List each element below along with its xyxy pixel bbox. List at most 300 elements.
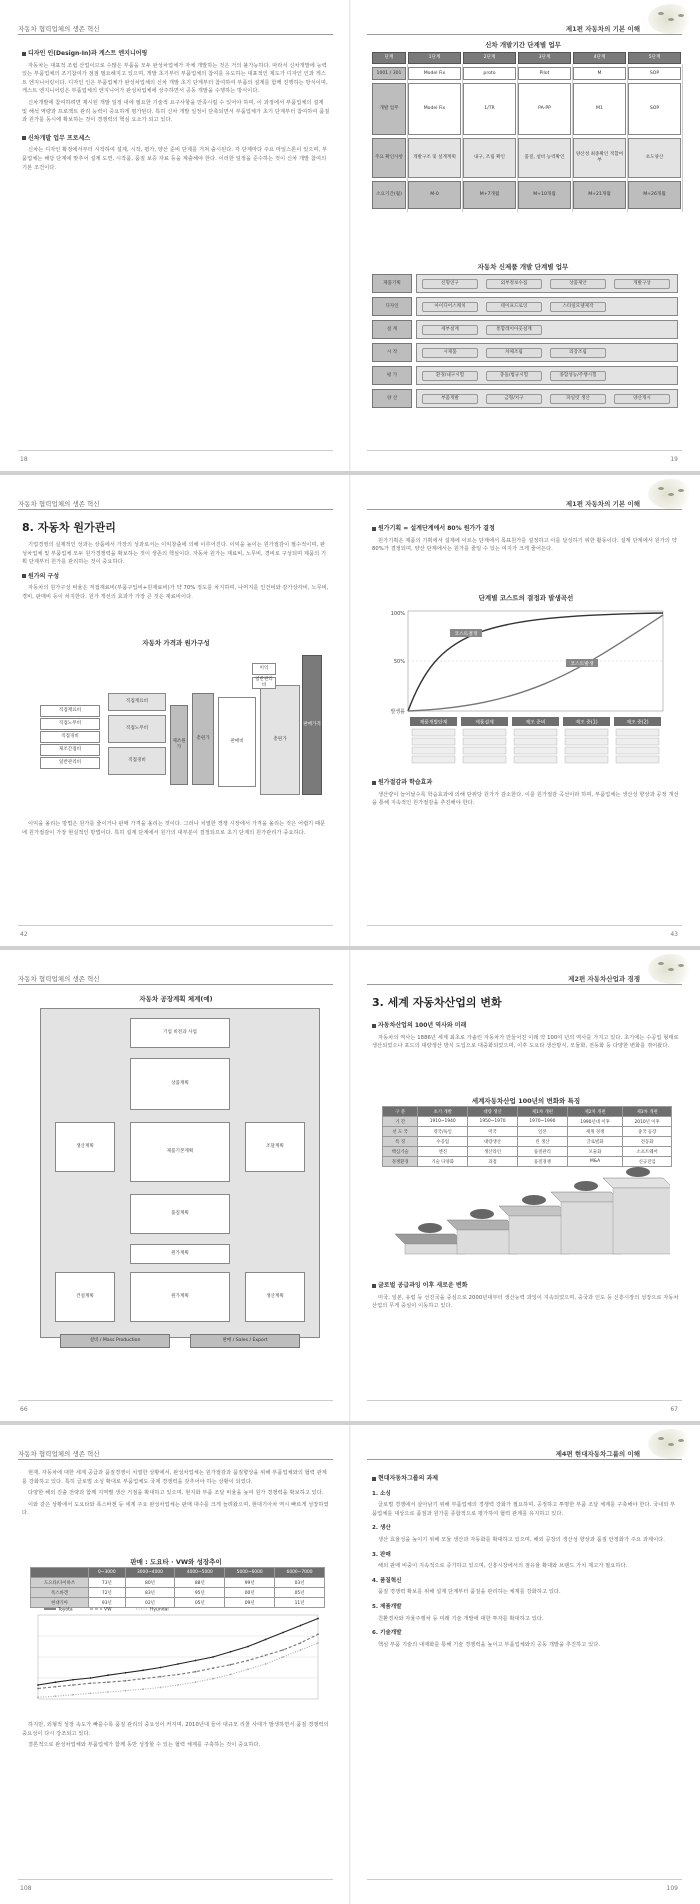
data-point (160, 1667, 162, 1669)
data-point (317, 1618, 319, 1620)
list-item-title: 2. 생산 (372, 1525, 391, 1532)
paragraph: 하지만, 외형적 성장 속도가 빠를수록 품질 관리의 중요성이 커지며, 2010년대 들어 대규모 리콜 사태가 발생하면서 품질 경쟁력의 중요성이 다시 강조되고 있다. (22, 1722, 329, 1737)
plan-node: 원가계획 (130, 1272, 230, 1322)
stage-cell: 내구, 조립 확인 (463, 138, 516, 178)
data-point (282, 1656, 284, 1658)
paragraph: 이와 같은 상황에서 도요타와 폭스바겐 등 세계 주요 완성차업체는 판매 대수를 크게 늘려왔으며, 현대기아차 역시 빠르게 성장하였다. (22, 1501, 329, 1517)
table-cell: 세계 경쟁 (567, 1127, 622, 1137)
step-top (603, 1178, 670, 1188)
process-step: 상품제안 (550, 279, 606, 289)
paragraph: 신차는 디자인 확정에서부터 시작하여 설계, 시작, 평가, 양산 준비 단계를 거쳐 출시된다. 각 단계마다 주요 마일스톤이 있으며, 부품업체는 해당 단계에 맞추어 설계 도면, 시작품, 품질 보증 자료 등을 제출해야 한다. 이러한 일정을 준수하는 것이 신차 개발 참여의 기본 조건이다. (22, 147, 328, 171)
process-row-label: 설 계 (372, 320, 412, 339)
table-cell: 엔진 (418, 1147, 468, 1157)
y-tick-label: 100% (390, 611, 405, 617)
figure-title: 자동차 가격과 원가구성 (142, 639, 210, 647)
process-row-label: 평 가 (372, 366, 412, 385)
stage-cell: 개발구조 및 설계계획 (408, 138, 461, 178)
data-point (212, 1656, 214, 1658)
data-point (300, 1642, 302, 1644)
left-header: 자동차 협력업체의 생존 혁신 (18, 1450, 100, 1458)
data-point (107, 1674, 109, 1676)
data-point (72, 1694, 74, 1696)
table-header: 5000~6000 (225, 1568, 275, 1578)
table-cell: 품질경쟁 (517, 1157, 567, 1167)
process-step: 환경/내구시험 (422, 371, 478, 381)
process-row-label: 시 작 (372, 343, 412, 362)
data-point (160, 1687, 162, 1689)
plan-node: 조달계획 (245, 1122, 305, 1172)
stage-cell: PA-PP (518, 83, 571, 135)
data-point (230, 1664, 232, 1666)
stage-divider (682, 64, 683, 212)
list-item-title: 4. 품질혁신 (372, 1577, 402, 1584)
table-row (383, 1137, 672, 1147)
phase-label: 제조 중(1) (575, 720, 598, 726)
section-heading: 현대자동차그룹의 과제 (378, 1475, 439, 1482)
stage-header: 5단계 (628, 52, 681, 64)
phase-item (616, 729, 659, 736)
step-body (405, 1244, 465, 1254)
table-cell: 미국 (468, 1127, 518, 1137)
step-body (509, 1216, 569, 1254)
figure-title: 단계별 코스트의 결정과 발생곡선 (478, 594, 574, 602)
car-icon (418, 1223, 442, 1233)
plan-output: 설비 / Mass Production (60, 1334, 170, 1348)
car-icon (522, 1195, 546, 1205)
cost-block: 총원가 (192, 693, 214, 785)
phase-item (616, 738, 659, 745)
stage-cell: 품질, 설비 능력확인 (518, 138, 571, 178)
stage-cell: M+7개월 (463, 181, 516, 209)
right-header: 제1편 자동차의 기본 이해 (565, 500, 640, 508)
data-point (37, 1684, 39, 1686)
phase-label: 제품설계 (475, 720, 494, 726)
plan-node: 상품계획 (130, 1058, 230, 1110)
table-cell: 소프트웨어 (623, 1147, 672, 1157)
right-header: 제1편 자동차의 기본 이해 (565, 25, 640, 33)
cost-item: 직접경비 (40, 731, 100, 743)
legend-label: Hyundai (150, 1607, 169, 1613)
process-step: 테이프드로잉 (486, 302, 542, 312)
table-row (383, 1147, 672, 1157)
list-item-text: 품질 경쟁력 확보를 위해 설계 단계부터 품질을 관리하는 체계를 강화하고 있다. (378, 1589, 561, 1596)
cost-block: 제조원가 (170, 705, 188, 785)
phase-item (412, 729, 455, 736)
process-row-label: 디자인 (372, 297, 412, 316)
table-header: 초기 개발 (418, 1107, 468, 1117)
table-cell: 린 생산 (517, 1137, 567, 1147)
stage-cell: 초도양산 (628, 138, 681, 178)
page-number: 109 (666, 1885, 678, 1892)
phase-item (514, 747, 557, 754)
table-cell: 03년 (275, 1578, 325, 1588)
phase-item (514, 756, 557, 763)
sales-milestone-table (30, 1567, 325, 1608)
stage-cell: proto (463, 67, 516, 80)
data-point (125, 1672, 127, 1674)
table-header (31, 1568, 89, 1578)
y-tick-label: 발생률 (390, 709, 405, 715)
plan-node: 제품기본계획 (130, 1122, 230, 1182)
table-cell: 73년 (89, 1578, 125, 1588)
data-point (282, 1632, 284, 1634)
data-point (37, 1688, 39, 1690)
table-cell: 생산라인 (468, 1147, 518, 1157)
table-cell: 95년 (175, 1588, 225, 1598)
table-title: 세계자동차산업 100년의 변화와 특징 (471, 1097, 581, 1105)
table-row (31, 1588, 325, 1598)
table-cell: 80년 (125, 1578, 175, 1588)
data-point (55, 1695, 57, 1697)
bullet-icon (22, 574, 26, 578)
left-header: 자동차 협력업체의 생존 혁신 (18, 25, 100, 33)
process-step: 외부정보수집 (486, 279, 542, 289)
stage-cell: M+10개월 (518, 181, 571, 209)
bullet-icon (22, 52, 26, 56)
table-cell: 99년 (225, 1578, 275, 1588)
table-cell: M&A (567, 1157, 622, 1167)
data-point (55, 1686, 57, 1688)
data-point (282, 1649, 284, 1651)
data-point (247, 1660, 249, 1662)
cost-item: 직접재료비 (40, 705, 100, 717)
figure-title: 신차 개발기간 단계별 업무 (485, 41, 561, 49)
page-number: 19 (670, 456, 678, 463)
phase-label: 제조 준비 (525, 720, 546, 726)
spread-2 (0, 475, 700, 950)
stage-header: 3단계 (518, 52, 571, 64)
table-cell: 과점 (468, 1157, 518, 1167)
bullet-icon (372, 1024, 376, 1028)
phase-item (565, 747, 608, 754)
sales-growth-chart (30, 1603, 325, 1713)
process-step: 금형/치구 (486, 394, 542, 404)
stage-divider (517, 64, 518, 212)
table-cell: 09년 (225, 1598, 275, 1608)
data-point (177, 1674, 179, 1676)
plan-output: 판매 / Sales / Export (190, 1334, 300, 1348)
section-heading: 자동차산업의 100년 역사와 미래 (378, 1022, 467, 1029)
process-step: 부품개발 (422, 394, 478, 404)
list-item-title: 6. 기술개발 (372, 1630, 402, 1637)
spread-1 (0, 0, 700, 475)
phase-item (565, 729, 608, 736)
table-header: 0~3000 (89, 1568, 125, 1578)
table-cell: 88년 (175, 1578, 225, 1588)
data-point (247, 1646, 249, 1648)
bullet-icon (372, 1284, 376, 1288)
data-point (195, 1681, 197, 1683)
bullet-icon (372, 781, 376, 785)
table-cell: 일본 (517, 1127, 567, 1137)
phase-item (616, 756, 659, 763)
table-cell: 중국 등장 (623, 1127, 672, 1137)
table-cell: 신규진입 (623, 1157, 672, 1167)
data-point (317, 1642, 319, 1644)
data-point (177, 1663, 179, 1665)
plan-node: 생산계획 (55, 1122, 115, 1172)
paragraph: 자동차의 역사는 1886년 세계 최초로 가솔린 자동차가 만들어진 이래 약 100여 년의 역사를 가지고 있다. 초기에는 수공업 형태로 생산되었으나 포드의 대량생산 방식 도입으로 대중화되었으며, 이후 도요타 생산방식, 모듈화, 전동화 등 다양한 변화를 겪어왔다. (372, 1034, 679, 1050)
table-header: 3000~4000 (125, 1568, 175, 1578)
table-cell: 경쟁환경 (383, 1157, 418, 1167)
phase-item (463, 747, 506, 754)
table-cell: 2010년 이후 (623, 1117, 672, 1127)
data-point (107, 1691, 109, 1693)
table-cell: 대량생산 (468, 1137, 518, 1147)
data-point (142, 1678, 144, 1680)
data-point (37, 1696, 39, 1698)
table-row (383, 1117, 672, 1127)
table-header: 구 분 (383, 1107, 418, 1117)
evolution-staircase-diagram (385, 1164, 670, 1264)
plan-node: 생산계획 (245, 1272, 305, 1322)
process-row-label: 제품기획 (372, 274, 412, 293)
table-header: 제1차 개편 (517, 1107, 567, 1117)
legend-label: VW (104, 1607, 112, 1613)
spread-4 (0, 1425, 700, 1904)
phase-item (463, 756, 506, 763)
gutter (349, 0, 351, 471)
process-step: 개발구상 (614, 279, 670, 289)
cost-block: 이익 (252, 663, 276, 675)
plan-node: 원가계획 (130, 1244, 230, 1264)
list-item-text: 친환경차와 자율주행차 등 미래 기술 개발에 대한 투자를 확대하고 있다. (378, 1615, 544, 1622)
table-cell: 05년 (275, 1588, 325, 1598)
paragraph: 원가기획은 제품의 기획에서 설계에 이르는 단계에서 목표원가를 설정하고 이를 달성하기 위한 활동이다. 설계 단계에서 원가의 약 80%가 결정되며, 양산 단계에서는 원가를 줄일 수 있는 여지가 크게 줄어든다. (372, 537, 677, 553)
step-top (447, 1220, 517, 1230)
table-row (31, 1578, 325, 1588)
step-body (561, 1202, 621, 1254)
process-step: 양산개시 (614, 394, 670, 404)
table-header: 제2차 개편 (567, 1107, 622, 1117)
table-row (383, 1127, 672, 1137)
plan-node: 기업 비전과 사업 (130, 1018, 230, 1048)
paragraph: 생산량이 늘어날수록 학습효과에 의해 단위당 원가가 감소한다. 이를 원가절감 곡선이라 하며, 부품업체는 생산성 향상과 공정 개선을 통해 지속적인 원가절감을 추진해야 한다. (372, 791, 679, 807)
plan-node: 건설계획 (55, 1272, 115, 1322)
left-header: 자동차 협력업체의 생존 혁신 (18, 975, 100, 983)
data-point (300, 1625, 302, 1627)
section-heading: 글로벌 공급과잉 이후 새로운 변화 (378, 1282, 468, 1289)
stage-cell: Model Fix (408, 83, 461, 135)
paragraph: 결론적으로 완성차업체와 부품업체가 함께 동반 성장할 수 있는 협력 체계를 구축하는 것이 중요하다. (28, 1742, 261, 1749)
history-table (382, 1106, 672, 1167)
process-step: 시제품 (422, 348, 478, 358)
cost-item: 제조간접비 (40, 744, 100, 756)
cost-block: 직접노무비 (108, 715, 166, 743)
phase-item (565, 756, 608, 763)
list-item-text: 해외 판매 비중이 지속적으로 증가하고 있으며, 신흥시장에서의 점유율 확대와 브랜드 가치 제고가 필요하다. (378, 1563, 628, 1570)
table-header: 6000~7000 (275, 1568, 325, 1578)
table-cell: 05년 (175, 1598, 225, 1608)
data-point (125, 1680, 127, 1682)
stage-divider (462, 64, 463, 212)
stage-cell: Pilot (518, 67, 571, 80)
table-cell: 1990년대 이후 (567, 1117, 622, 1127)
stage-cell: M-0 (408, 181, 461, 209)
section-heading: 원가기획 = 설계단계에서 80% 원가가 결정 (378, 525, 495, 532)
process-step: 파일럿 생산 (550, 394, 606, 404)
bullet-icon (372, 1477, 376, 1481)
stage-row-label: 소요기간(월) (372, 181, 406, 209)
cost-curve-chart (380, 603, 675, 765)
data-point (265, 1654, 267, 1656)
list-item-title: 1. 소싱 (372, 1490, 391, 1497)
process-step: 차체조립 (486, 348, 542, 358)
table-cell: 전동화 (623, 1137, 672, 1147)
data-point (300, 1649, 302, 1651)
paragraph: 이익을 올리는 방법은 원가를 줄이거나 판매 가격을 올리는 것이다. 그러나 치열한 경쟁 시장에서 가격을 올리는 것은 어렵기 때문에 원가절감이 가장 현실적인 방법이다. 특히 설계 단계에서 원가의 대부분이 결정되므로 초기 단계의 원가관리가 중요하다. (22, 821, 326, 836)
table-cell: 핵심기술 (383, 1147, 418, 1157)
page-number: 66 (20, 1406, 28, 1413)
table-cell: 83년 (125, 1588, 175, 1598)
phase-item (565, 738, 608, 745)
page-number: 42 (20, 931, 28, 938)
decorative-ornament-icon (648, 479, 694, 509)
curve-label: 코스트발생 (570, 662, 594, 667)
stage-header: 1단계 (408, 52, 461, 64)
table-cell: 기술 다양화 (418, 1157, 468, 1167)
table-cell: 영국/독일 (418, 1127, 468, 1137)
step-top (551, 1192, 621, 1202)
stage-cell: SOP (628, 83, 681, 135)
process-step: 충돌/법규시험 (486, 371, 542, 381)
paragraph: 기업경영의 실제적인 성과는 상품에서 가장의 성과로서는 이익창출에 의해 이루어진다. 이익을 높이는 원가절감이 필수적이며, 완성차업체 및 부품업체 모두 원가경쟁력을 확보하는 것이 생존의 핵심이다. 자동차 원가는 재료비, 노무비, 경비로 구성되며 제품의 기획 단계부터 원가를 관리하는 것이 중요하다. (22, 542, 327, 566)
process-step: 신형연구 (422, 279, 478, 289)
decorative-ornament-icon (648, 1429, 694, 1459)
stage-header: 4단계 (573, 52, 626, 64)
step-top (499, 1206, 569, 1216)
phase-item (412, 756, 455, 763)
stage-cell: 1/TR (463, 83, 516, 135)
figure-title: 자동차 신제품 개발 단계별 업무 (477, 263, 569, 271)
process-step: 스타일모델제작 (550, 302, 606, 312)
right-header: 제4편 현대자동차그룹의 이해 (555, 1450, 640, 1458)
phase-item (412, 738, 455, 745)
table-cell: 00년 (225, 1588, 275, 1598)
table-cell: 93년 (89, 1598, 125, 1608)
data-point (230, 1674, 232, 1676)
step-top (395, 1234, 465, 1244)
stage-row-label: 단계 (372, 52, 406, 64)
car-icon (574, 1181, 598, 1191)
list-item-title: 5. 제품개발 (372, 1603, 402, 1610)
decorative-ornament-icon (648, 954, 694, 984)
figure-title: 자동차 공장계획 체계(예) (139, 995, 213, 1003)
paragraph: 다양한 해외 진출 전략과 함께 지역별 생산 거점을 확대하고 있으며, 현지화 부품 조달 비율을 높여 원가 경쟁력을 확보하고 있다. (28, 1490, 324, 1497)
data-point (55, 1681, 57, 1683)
paragraph: 신차개발에 참여하려면 제시된 개발 일정 내에 필요한 기술적 요구사항을 만족시킬 수 있어야 하며, 이 과정에서 부품업체의 설계 및 해석 역량과 프로젝트 관리 능력이 중요하게 평가된다. 특히 신차 개발 일정이 단축되면서 부품업체가 초기 단계부터 참여하여 품질과 원가를 동시에 확보하는 것이 경쟁력의 핵심 요소가 되고 있다. (22, 99, 330, 124)
process-step: 통합레이아웃설계 (486, 325, 542, 335)
table-cell: 품질관리 (517, 1147, 567, 1157)
table-cell: 기 간 (383, 1117, 418, 1127)
section-heading: 디자인 인(Design-In)과 게스트 엔지니어링 (28, 50, 148, 57)
price-block: 판매가격 (302, 655, 322, 795)
phase-label: 제조 중(2) (626, 720, 649, 726)
legend-label: Toyota (58, 1607, 73, 1613)
section-heading: 신차개발 업무 프로세스 (28, 134, 91, 142)
page-number: 43 (670, 931, 678, 938)
stage-cell: M1 (573, 83, 626, 135)
decorative-ornament-icon (648, 4, 694, 34)
cost-block: 직접재료비 (108, 693, 166, 711)
stage-cell: Model Fix (408, 67, 461, 80)
plan-node: 품질계획 (130, 1194, 230, 1234)
list-item-text: 글로벌 경쟁에서 살아남기 위해 부품업체의 경쟁력 강화가 필요하며, 공정하고 투명한 부품 조달 체계를 구축해야 한다. 국내외 부품업체를 대상으로 품질과 원가를 종합적으로 평가하여 협력 관계를 유지하고 있다. (372, 1502, 676, 1517)
table-cell: 폭스바겐 (31, 1588, 89, 1598)
car-icon (470, 1209, 494, 1219)
data-point (317, 1633, 319, 1635)
paragraph: 현재, 자동차에 대한 세계 공급과 품질경쟁이 치열한 상황에서, 완성차업체는 원가절감과 품질향상을 위해 부품업체와의 협력 관계를 강화하고 있다. 특히 글로벌 소싱 확대로 부품업체도 국제 경쟁력을 갖추어야 하는 상황이 되었다. (22, 1470, 327, 1485)
data-point (107, 1681, 109, 1683)
cost-block: 판매비 (218, 697, 256, 787)
list-item-text: 생산 효율성을 높이기 위해 모듈 생산과 자동화를 확대하고 있으며, 해외 공장의 생산성 향상과 품질 안정화가 주요 과제이다. (378, 1536, 666, 1543)
cost-item: 일반관리비 (40, 757, 100, 769)
bullet-icon (372, 527, 376, 531)
process-step: 종합성능/주행시험 (550, 371, 606, 381)
stage-cell: 양산성 최종확인 적합여부 (573, 138, 626, 178)
table-cell: 도요타/다이하쓰 (31, 1578, 89, 1588)
data-point (90, 1677, 92, 1679)
paragraph: 자동차는 대표적 조립 산업이므로 수많은 부품을 모두 완성차업체가 자체 개발하는 것은 거의 불가능하다. 따라서 신차개발에 능력 있는 부품업체의 조기참여가 점점 필요해지고 있으며, 개발 초기부터 부품업체의 참여를 유도하는 대표적인 제도가 디자인 인과 게스트 엔지니어링이다. 디자인 인은 부품업체가 완성차업체의 신차 개발 초기 단계부터 참여하여 부품의 설계를 함께 진행하는 방식이며, 게스트 엔지니어링은 부품업체의 엔지니어가 완성차업체에 상주하면서 공동 개발을 수행하는 방식이다. (22, 62, 328, 95)
section-heading: 원가의 구성 (28, 572, 60, 580)
process-step: 아이디어스케치 (422, 302, 478, 312)
phase-item (463, 729, 506, 736)
table-header: 4000~5000 (175, 1568, 225, 1578)
list-item-title: 3. 판매 (372, 1551, 391, 1558)
data-point (72, 1679, 74, 1681)
stage-cell: M+26개월 (628, 181, 681, 209)
table-cell: 모듈화 (567, 1147, 622, 1157)
data-point (142, 1688, 144, 1690)
data-point (247, 1668, 249, 1670)
cost-block: 직접경비 (108, 747, 166, 775)
process-step: 의장조립 (550, 348, 606, 358)
stage-row-label: 주요 확인사항 (372, 138, 406, 178)
data-point (72, 1684, 74, 1686)
car-icon (626, 1167, 650, 1177)
chart-title: 판매 : 도요타 · VW와 성장추이 (130, 1558, 222, 1566)
cost-block: 일반관리비 (252, 677, 276, 689)
right-header: 제2편 자동차산업과 경쟁 (568, 975, 640, 983)
data-point (160, 1676, 162, 1678)
page-number: 67 (670, 1406, 678, 1413)
stage-divider (572, 64, 573, 212)
table-header: 대량 생산 (468, 1107, 518, 1117)
cost-item: 직접노무비 (40, 718, 100, 730)
paragraph: 미국, 일본, 유럽 등 선진국을 중심으로 2000년대부터 생산능력 과잉이 지속되었으며, 중국과 인도 등 신흥시장의 성장으로 자동차 산업의 무게 중심이 이동하고 있다. (372, 1294, 679, 1310)
page-number: 18 (20, 456, 28, 463)
data-point (90, 1693, 92, 1695)
paragraph: 자동차의 원가구성 비율은 직접재료비(부품구입비+원재료비)가 약 70% 정도를 차지하며, 나머지를 인건비와 감가상각비, 노무비, 경비, 판매비 등이 차지한다. 원가 개선의 효과가 가장 큰 것은 재료비이다. (22, 585, 329, 600)
process-row-label: 양 산 (372, 389, 412, 408)
table-cell: 현대기아 (31, 1598, 89, 1608)
data-point (265, 1663, 267, 1665)
table-cell: 수공업 (418, 1137, 468, 1147)
data-point (195, 1671, 197, 1673)
table-cell: 1970~1990 (517, 1117, 567, 1127)
phase-item (514, 729, 557, 736)
left-header: 자동차 협력업체의 생존 혁신 (18, 500, 100, 508)
stage-row-label: 1001 / 301 (372, 67, 406, 80)
table-cell: 글로벌화 (567, 1137, 622, 1147)
phase-item (412, 747, 455, 754)
left-column (22, 44, 330, 175)
stage-cell: M+21개월 (573, 181, 626, 209)
step-body (613, 1188, 670, 1254)
table-cell: 72년 (89, 1588, 125, 1598)
chapter-title: 3. 세계 자동차산업의 변화 (372, 996, 502, 1009)
bullet-icon (22, 136, 26, 140)
